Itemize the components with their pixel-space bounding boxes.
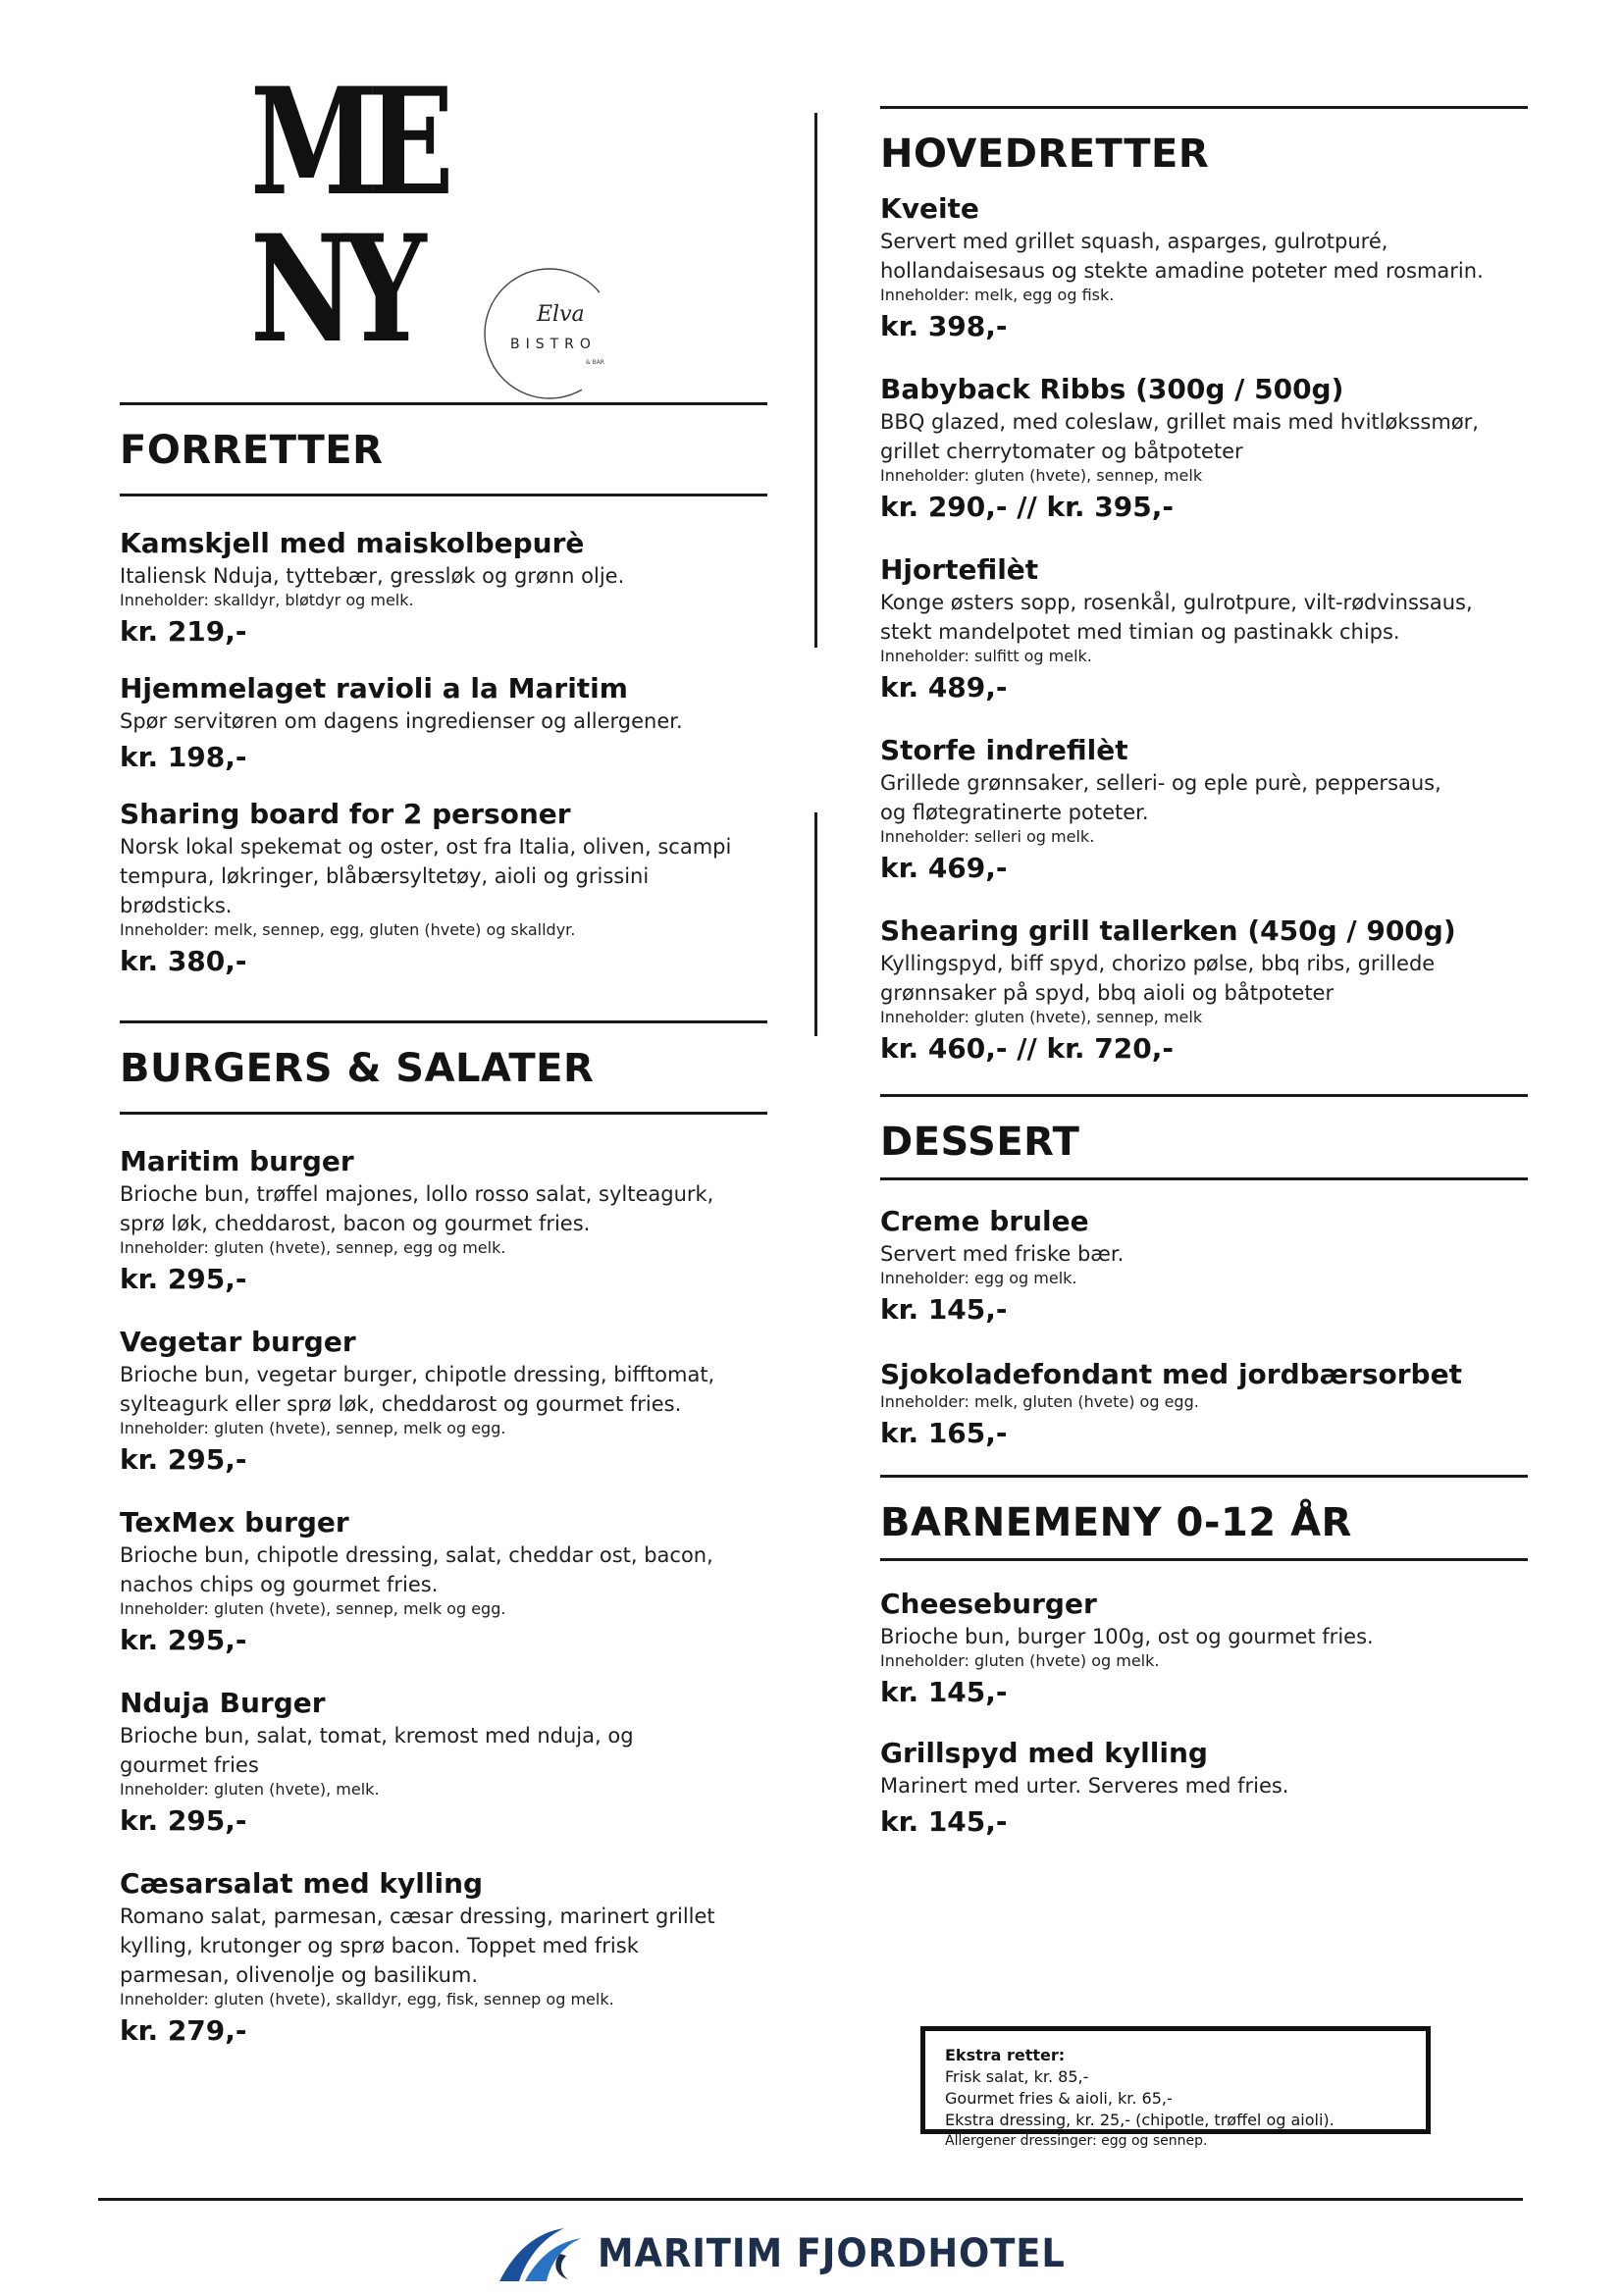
item-price: kr. 279,-	[120, 2014, 247, 2047]
item-allergens: Inneholder: selleri og melk.	[880, 827, 1095, 846]
extra-line: Gourmet fries & aioli, kr. 65,-	[945, 2089, 1173, 2108]
menu-item	[880, 191, 1528, 344]
item-name: Nduja Burger	[120, 1687, 326, 1719]
item-name: Vegetar burger	[120, 1326, 356, 1358]
item-description: tempura, løkringer, blåbærsyltetøy, aioli og grissini brødsticks.	[120, 864, 650, 917]
item-price: kr. 295,-	[120, 1263, 247, 1295]
item-allergens: Inneholder: gluten (hvete), melk.	[120, 1780, 380, 1799]
extra-line: Frisk salat, kr. 85,-	[945, 2067, 1089, 2086]
section-rule	[120, 1112, 767, 1115]
menu-item	[880, 1357, 1528, 1451]
right-column	[880, 106, 1528, 1840]
item-name: Sharing board for 2 personer	[120, 798, 571, 830]
extra-dishes-box	[920, 2026, 1431, 2149]
item-description: Kyllingspyd, biff spyd, chorizo pølse, bbq ribs, grillede	[880, 952, 1436, 975]
menu-item	[120, 1325, 767, 1478]
item-description: grønnsaker på spyd, bbq aioli og båtpoteter	[880, 981, 1335, 1005]
item-name: Shearing grill tallerken (450g / 900g)	[880, 914, 1456, 947]
wave-logo-icon	[496, 2224, 586, 2283]
menu-item	[880, 552, 1528, 705]
item-price: kr. 380,-	[120, 945, 247, 977]
item-name: Babyback Ribbs (300g / 500g)	[880, 373, 1344, 405]
item-name: Cheeseburger	[880, 1588, 1097, 1620]
item-price: kr. 165,-	[880, 1417, 1008, 1449]
item-description: stekt mandelpotet med timian og pastinakk chips.	[880, 620, 1400, 644]
item-description: Italiensk Nduja, tyttebær, gressløk og grønn olje.	[120, 564, 625, 588]
item-name: Hjemmelaget ravioli a la Maritim	[120, 672, 628, 704]
section-title: BURGERS & SALATER	[120, 1046, 595, 1091]
item-name: Maritim burger	[120, 1145, 354, 1177]
menu-item	[120, 1144, 767, 1297]
item-description: parmesan, olivenolje og basilikum.	[120, 1963, 479, 1987]
item-name: Hjortefilèt	[880, 553, 1039, 586]
item-price: kr. 145,-	[880, 1293, 1008, 1326]
section-forretter	[120, 402, 767, 979]
item-price: kr. 295,-	[120, 1443, 247, 1476]
item-price: kr. 460,- // kr. 720,-	[880, 1032, 1175, 1065]
item-description: Romano salat, parmesan, cæsar dressing, marinert grillet	[120, 1905, 715, 1928]
item-allergens: Inneholder: gluten (hvete), sennep, melk	[880, 1008, 1203, 1026]
item-allergens: Inneholder: gluten (hvete), sennep, melk og egg.	[120, 1419, 506, 1437]
item-allergens: Inneholder: gluten (hvete), sennep, egg og melk.	[120, 1238, 506, 1257]
extra-title: Ekstra retter:	[945, 2046, 1066, 2064]
item-price: kr. 469,-	[880, 852, 1008, 884]
item-allergens: Inneholder: egg og melk.	[880, 1269, 1077, 1287]
item-price: kr. 489,-	[880, 671, 1008, 704]
menu-item	[120, 671, 767, 775]
section-title: HOVEDRETTER	[880, 131, 1210, 177]
menu-item	[120, 1866, 767, 2049]
menu-item	[120, 1686, 767, 1839]
menu-item	[880, 1736, 1528, 1840]
section-title: BARNEMENY 0-12 ÅR	[880, 1500, 1352, 1545]
item-price: kr. 219,-	[120, 615, 247, 648]
item-name: Cæsarsalat med kylling	[120, 1867, 484, 1900]
item-name: Sjokoladefondant med jordbærsorbet	[880, 1358, 1462, 1390]
section-title: FORRETTER	[120, 428, 384, 473]
item-description: grillet cherrytomater og båtpoteter	[880, 440, 1243, 463]
item-description: sylteagurk eller sprø løk, cheddarost og gourmet fries.	[120, 1392, 682, 1416]
menu-logo	[250, 56, 623, 392]
item-description: gourmet fries	[120, 1753, 259, 1777]
item-name: TexMex burger	[120, 1506, 349, 1539]
item-price: kr. 295,-	[120, 1624, 247, 1656]
item-description: sprø løk, cheddarost, bacon og gourmet fries.	[120, 1212, 591, 1235]
section-barnemeny	[880, 1475, 1528, 1840]
item-description: Brioche bun, salat, tomat, kremost med nduja, og	[120, 1724, 634, 1748]
item-description: Brioche bun, chipotle dressing, salat, cheddar ost, bacon,	[120, 1543, 713, 1567]
footer-rule	[98, 2198, 1523, 2201]
section-rule	[880, 1177, 1528, 1180]
logo-line-ny: NY	[250, 203, 416, 376]
item-price: kr. 295,-	[120, 1804, 247, 1837]
item-description: Brioche bun, vegetar burger, chipotle dressing, bifftomat,	[120, 1363, 715, 1386]
item-allergens: Inneholder: gluten (hvete), sennep, melk	[880, 466, 1203, 485]
item-allergens: Inneholder: skalldyr, bløtdyr og melk.	[120, 591, 414, 609]
item-price: kr. 145,-	[880, 1676, 1008, 1708]
item-description: Servert med grillet squash, asparges, gulrotpuré,	[880, 230, 1388, 253]
item-description: Brioche bun, trøffel majones, lollo rosso salat, sylteagurk,	[120, 1182, 714, 1206]
item-description: nachos chips og gourmet fries.	[120, 1573, 439, 1596]
section-rule	[120, 494, 767, 496]
item-name: Storfe indrefilèt	[880, 734, 1128, 766]
item-allergens: Inneholder: melk, gluten (hvete) og egg.	[880, 1392, 1199, 1411]
seal-small-text: & BAR	[586, 359, 604, 366]
item-allergens: Inneholder: melk, egg og fisk.	[880, 286, 1115, 304]
item-name: Creme brulee	[880, 1205, 1089, 1237]
elva-bistro-seal	[476, 260, 623, 407]
item-allergens: Inneholder: gluten (hvete), sennep, melk og egg.	[120, 1599, 506, 1618]
footer-brand-name: MARITIM FJORDHOTEL	[598, 2231, 1066, 2276]
menu-item	[120, 797, 767, 979]
seal-word-text: BISTRO	[510, 337, 597, 352]
item-price: kr. 145,-	[880, 1805, 1008, 1838]
item-price: kr. 198,-	[120, 741, 247, 773]
vertical-divider-top	[814, 113, 817, 648]
item-description: kylling, krutonger og sprø bacon. Toppet med frisk	[120, 1934, 639, 1957]
footer-brand	[496, 2219, 1106, 2288]
item-description: og fløtegratinerte poteter.	[880, 801, 1149, 824]
menu-item	[880, 913, 1528, 1067]
item-allergens: Inneholder: melk, sennep, egg, gluten (hvete) og skalldyr.	[120, 920, 576, 939]
vertical-divider-mid	[814, 812, 817, 1036]
item-description: Spør servitøren om dagens ingredienser og allergener.	[120, 709, 683, 733]
menu-item	[880, 1204, 1528, 1328]
extra-line: Ekstra dressing, kr. 25,- (chipotle, trøffel og aioli).	[945, 2111, 1335, 2129]
seal-script-text: Elva	[537, 302, 585, 327]
item-price: kr. 398,-	[880, 310, 1008, 342]
section-hovedretter	[880, 106, 1528, 1067]
item-name: Kamskjell med maiskolbepurè	[120, 527, 585, 559]
item-allergens: Inneholder: gluten (hvete), skalldyr, egg, fisk, sennep og melk.	[120, 1990, 614, 2009]
item-description: Marinert med urter. Serveres med fries.	[880, 1774, 1289, 1798]
section-rule	[880, 1558, 1528, 1561]
item-description: Grillede grønnsaker, selleri- og eple purè, peppersaus,	[880, 771, 1441, 795]
item-description: Norsk lokal spekemat og oster, ost fra Italia, oliven, scampi	[120, 835, 732, 859]
item-price: kr. 290,- // kr. 395,-	[880, 491, 1175, 523]
menu-item	[880, 372, 1528, 525]
menu-item	[880, 733, 1528, 886]
section-dessert	[880, 1094, 1528, 1451]
item-name: Grillspyd med kylling	[880, 1737, 1208, 1769]
extra-allergen-note: Allergener dressinger: egg og sennep.	[945, 2133, 1208, 2149]
item-name: Kveite	[880, 192, 979, 225]
section-burgers-salater	[120, 1020, 767, 2049]
menu-item	[120, 1505, 767, 1658]
item-description: Brioche bun, burger 100g, ost og gourmet fries.	[880, 1625, 1374, 1648]
item-allergens: Inneholder: gluten (hvete) og melk.	[880, 1651, 1160, 1670]
menu-item	[880, 1587, 1528, 1710]
left-column	[120, 402, 767, 2049]
item-description: Konge østers sopp, rosenkål, gulrotpure, vilt-rødvinssaus,	[880, 591, 1473, 614]
item-description: Servert med friske bær.	[880, 1242, 1125, 1266]
logo-line-me: ME	[250, 56, 444, 229]
item-description: BBQ glazed, med coleslaw, grillet mais med hvitløkssmør,	[880, 410, 1479, 434]
section-title: DESSERT	[880, 1120, 1080, 1165]
item-description: hollandaisesaus og stekte amadine poteter med rosmarin.	[880, 259, 1484, 283]
menu-item	[120, 526, 767, 650]
item-allergens: Inneholder: sulfitt og melk.	[880, 647, 1092, 665]
